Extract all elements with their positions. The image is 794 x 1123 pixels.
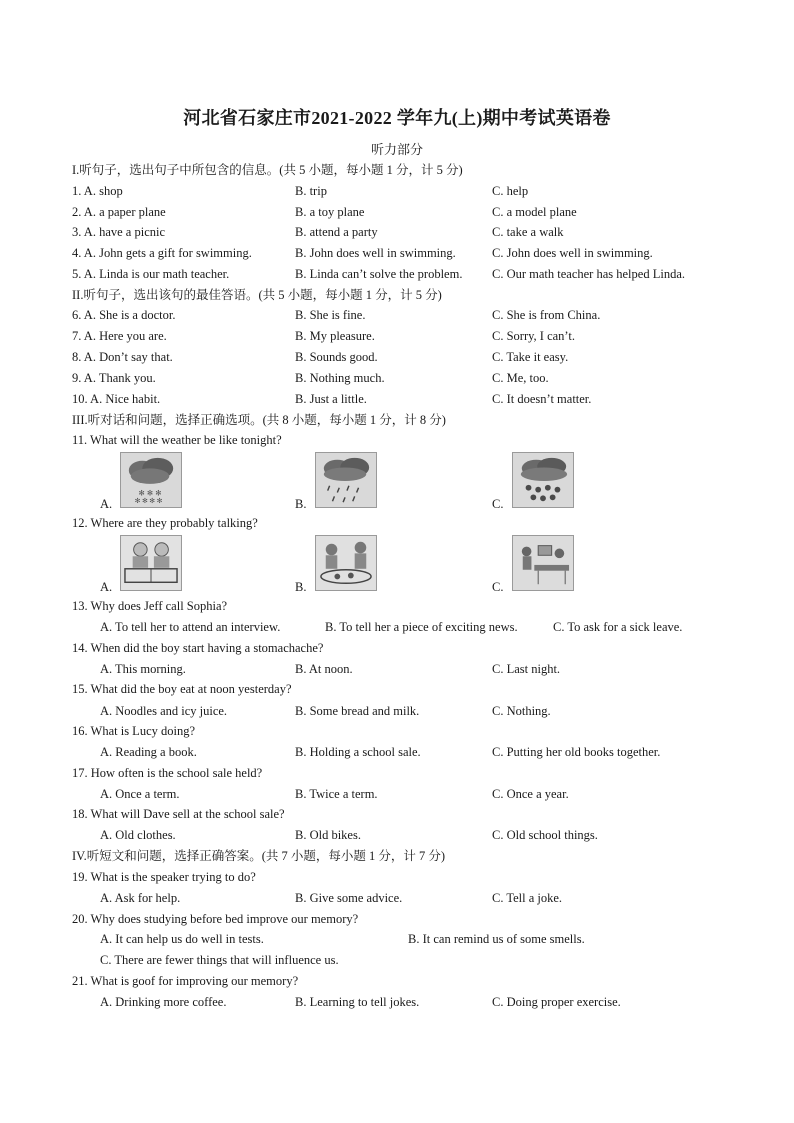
- q18-option-b: B. Old bikes.: [295, 828, 361, 842]
- q12-picture-a-classroom: [120, 535, 182, 591]
- section-2-heading: II.听句子，选出该句的最佳答语。(共 5 小题，每小题 1 分，计 5 分): [72, 288, 442, 302]
- q13-option-c: C. To ask for a sick leave.: [553, 620, 683, 634]
- q19-option-a: A. Ask for help.: [100, 891, 181, 905]
- q15-option-a: A. Noodles and icy juice.: [100, 704, 228, 718]
- page-title: 河北省石家庄市2021-2022 学年九(上)期中考试英语卷: [183, 108, 611, 128]
- q21-option-b: B. Learning to tell jokes.: [295, 995, 420, 1009]
- q16-option-c: C. Putting her old books together.: [492, 745, 661, 759]
- q13-option-a: A. To tell her to attend an interview.: [100, 620, 281, 634]
- q7-option-a: 7. A. Here you are.: [72, 329, 167, 343]
- q6-option-a: 6. A. She is a doctor.: [72, 308, 176, 322]
- q12-picture-c-office: [512, 535, 574, 591]
- q20-option-c: C. There are fewer things that will influence us.: [100, 953, 339, 967]
- q3-option-b: B. attend a party: [295, 225, 378, 239]
- section-4-heading: IV.听短文和问题，选择正确答案。(共 7 小题，每小题 1 分，计 7 分): [72, 849, 446, 863]
- section-1-heading: I.听句子，选出句子中所包含的信息。(共 5 小题，每小题 1 分，计 5 分): [72, 163, 463, 177]
- q18-option-a: A. Old clothes.: [100, 828, 176, 842]
- q5-option-b: B. Linda can’t solve the problem.: [295, 267, 463, 281]
- q1-option-b: B. trip: [295, 184, 327, 198]
- q11-label-a: A.: [100, 497, 113, 511]
- q11-label-c: C.: [492, 497, 504, 511]
- q9-option-b: B. Nothing much.: [295, 371, 385, 385]
- q21-option-a: A. Drinking more coffee.: [100, 995, 227, 1009]
- q15-option-b: B. Some bread and milk.: [295, 704, 420, 718]
- q2-option-a: 2. A. a paper plane: [72, 205, 166, 219]
- q8-option-b: B. Sounds good.: [295, 350, 378, 364]
- q10-option-c: C. It doesn’t matter.: [492, 392, 592, 406]
- q3-option-a: 3. A. have a picnic: [72, 225, 166, 239]
- q17-stem: 17. How often is the school sale held?: [72, 766, 263, 780]
- q17-option-c: C. Once a year.: [492, 787, 569, 801]
- q13-stem: 13. Why does Jeff call Sophia?: [72, 599, 228, 613]
- q4-option-c: C. John does well in swimming.: [492, 246, 653, 260]
- q19-stem: 19. What is the speaker trying to do?: [72, 870, 256, 884]
- q20-option-a: A. It can help us do well in tests.: [100, 932, 264, 946]
- q11-stem: 11. What will the weather be like tonight?: [72, 433, 282, 447]
- q8-option-a: 8. A. Don’t say that.: [72, 350, 173, 364]
- q14-option-a: A. This morning.: [100, 662, 186, 676]
- q1-option-a: 1. A. shop: [72, 184, 123, 198]
- q4-option-b: B. John does well in swimming.: [295, 246, 456, 260]
- q17-option-b: B. Twice a term.: [295, 787, 378, 801]
- q11-label-b: B.: [295, 497, 307, 511]
- q11-picture-a-snow-cloud: [120, 452, 182, 508]
- q9-option-a: 9. A. Thank you.: [72, 371, 156, 385]
- q19-option-c: C. Tell a joke.: [492, 891, 563, 905]
- q16-option-b: B. Holding a school sale.: [295, 745, 421, 759]
- q4-option-a: 4. A. John gets a gift for swimming.: [72, 246, 252, 260]
- q19-option-b: B. Give some advice.: [295, 891, 403, 905]
- q10-option-b: B. Just a little.: [295, 392, 367, 406]
- page-subtitle: 听力部分: [370, 142, 423, 157]
- q18-stem: 18. What will Dave sell at the school sale?: [72, 807, 285, 821]
- q8-option-c: C. Take it easy.: [492, 350, 569, 364]
- svg-text:✻ ✻ ✻: ✻ ✻ ✻: [138, 488, 162, 498]
- q17-option-a: A. Once a term.: [100, 787, 180, 801]
- q14-stem: 14. When did the boy start having a stomachache?: [72, 641, 324, 655]
- q12-label-c: C.: [492, 580, 504, 594]
- q16-option-a: A. Reading a book.: [100, 745, 197, 759]
- q15-stem: 15. What did the boy eat at noon yesterday?: [72, 682, 292, 696]
- q3-option-c: C. take a walk: [492, 225, 564, 239]
- q10-option-a: 10. A. Nice habit.: [72, 392, 161, 406]
- q12-label-a: A.: [100, 580, 113, 594]
- q20-stem: 20. Why does studying before bed improve our memory?: [72, 912, 359, 926]
- q18-option-c: C. Old school things.: [492, 828, 598, 842]
- q11-picture-c-hail-cloud: [512, 452, 574, 508]
- q7-option-b: B. My pleasure.: [295, 329, 375, 343]
- q6-option-c: C. She is from China.: [492, 308, 601, 322]
- q20-option-b: B. It can remind us of some smells.: [408, 932, 585, 946]
- q5-option-a: 5. A. Linda is our math teacher.: [72, 267, 230, 281]
- q21-option-c: C. Doing proper exercise.: [492, 995, 621, 1009]
- q12-label-b: B.: [295, 580, 307, 594]
- q21-stem: 21. What is goof for improving our memory?: [72, 974, 299, 988]
- q5-option-c: C. Our math teacher has helped Linda.: [492, 267, 685, 281]
- q15-option-c: C. Nothing.: [492, 704, 551, 718]
- q9-option-c: C. Me, too.: [492, 371, 549, 385]
- q7-option-c: C. Sorry, I can’t.: [492, 329, 575, 343]
- q6-option-b: B. She is fine.: [295, 308, 366, 322]
- section-3-heading: III.听对话和问题，选择正确选项。(共 8 小题，每小题 1 分，计 8 分): [72, 413, 446, 427]
- q12-picture-b-dining: [315, 535, 377, 591]
- q1-option-c: C. help: [492, 184, 529, 198]
- q14-option-b: B. At noon.: [295, 662, 353, 676]
- svg-text:✻ ✻ ✻ ✻: ✻ ✻ ✻ ✻: [134, 498, 163, 506]
- q11-picture-b-rain-cloud: [315, 452, 377, 508]
- q2-option-b: B. a toy plane: [295, 205, 365, 219]
- q12-stem: 12. Where are they probably talking?: [72, 516, 258, 530]
- q14-option-c: C. Last night.: [492, 662, 561, 676]
- q13-option-b: B. To tell her a piece of exciting news.: [325, 620, 518, 634]
- q2-option-c: C. a model plane: [492, 205, 577, 219]
- q16-stem: 16. What is Lucy doing?: [72, 724, 196, 738]
